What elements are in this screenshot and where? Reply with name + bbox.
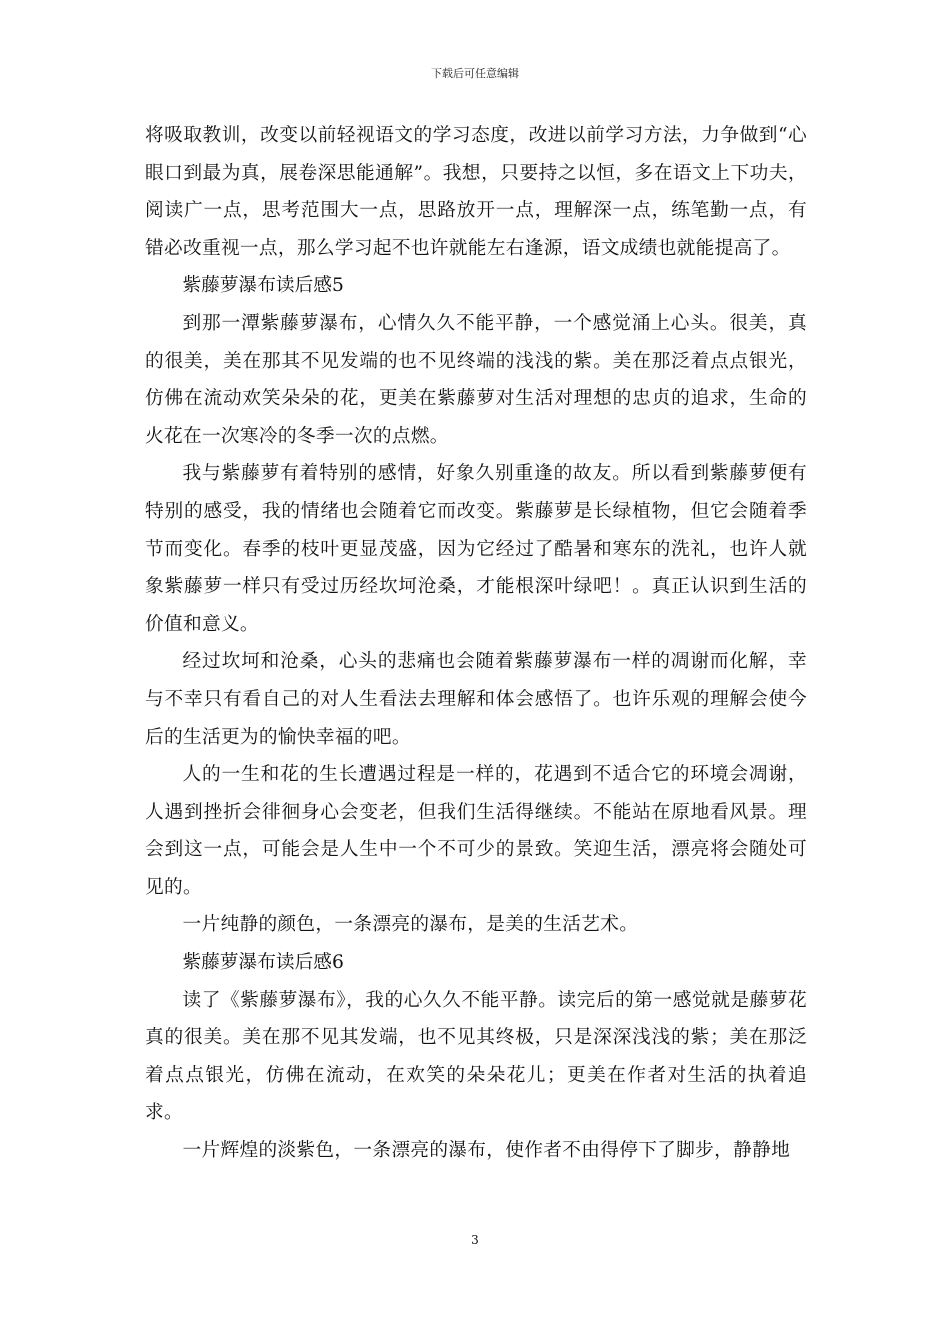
document-body — [145, 117, 807, 1170]
paragraph: 将吸取教训，改变以前轻视语文的学习态度，改进以前学习方法，力争做到“心眼口到最为真，展卷深思能通解”。我想，只要持之以恒，多在语文上下功夫，阅读广一点，思考范围大一点，思路放开一点，理解深一点，练笔勤一点，有错必改重视一点，那么学习起不也许就能左右逢源，语文成绩也就能提高了。 — [145, 125, 807, 259]
paragraph: 人的一生和花的生长遭遇过程是一样的，花遇到不适合它的环境会凋谢，人遇到挫折会徘徊身心会变老，但我们生活得继续。不能站在原地看风景。理会到这一点，可能会是人生中一个不可少的景致。笑迎生活，漂亮将会随处可见的。 — [145, 764, 807, 898]
paragraph: 读了《紫藤萝瀑布》，我的心久久不能平静。读完后的第一感觉就是藤萝花真的很美。美在那不见其发端，也不见其终极，只是深深浅浅的紫；美在那泛着点点银光，仿佛在流动，在欢笑的朵朵花儿；更美在作者对生活的执着追求。 — [145, 989, 807, 1124]
paragraph: 一片纯静的颜色，一条漂亮的瀑布，是美的生活艺术。 — [182, 914, 639, 936]
page-number: 3 — [471, 1233, 479, 1247]
section-heading: 紫藤萝瀑布读后感6 — [182, 952, 344, 974]
paragraph: 经过坎坷和沧桑，心头的悲痛也会随着紫藤萝瀑布一样的凋谢而化解，幸与不幸只有看自己的对人生看法去理解和体会感悟了。也许乐观的理解会使今后的生活更为的愉快幸福的吧。 — [145, 651, 807, 748]
paragraph: 我与紫藤萝有着特别的感情，好象久别重逢的故友。所以看到紫藤萝便有特别的感受，我的情绪也会随着它而改变。紫藤萝是长绿植物，但它会随着季节而变化。春季的枝叶更显茂盛，因为它经过了酷暑和寒东的洗礼，也许人就象紫藤萝一样只有受过历经坎坷沧桑，才能根深叶绿吧！。真正认识到生活的价值和意义。 — [145, 463, 807, 635]
paragraph: 到那一潭紫藤萝瀑布，心情久久不能平静，一个感觉涌上心头。很美，真的很美，美在那其不见发端的也不见终端的浅浅的紫。美在那泛着点点银光，仿佛在流动欢笑朵朵的花，更美在紫藤萝对生活对理想的忠贞的追求，生命的火花在一次寒冷的冬季一次的点燃。 — [145, 312, 807, 447]
paragraph: 一片辉煌的淡紫色，一条漂亮的瀑布，使作者不由得停下了脚步，静静地 — [182, 1140, 791, 1162]
page-header: 下载后可任意编辑 — [431, 67, 519, 80]
section-heading: 紫藤萝瀑布读后感5 — [182, 275, 344, 297]
